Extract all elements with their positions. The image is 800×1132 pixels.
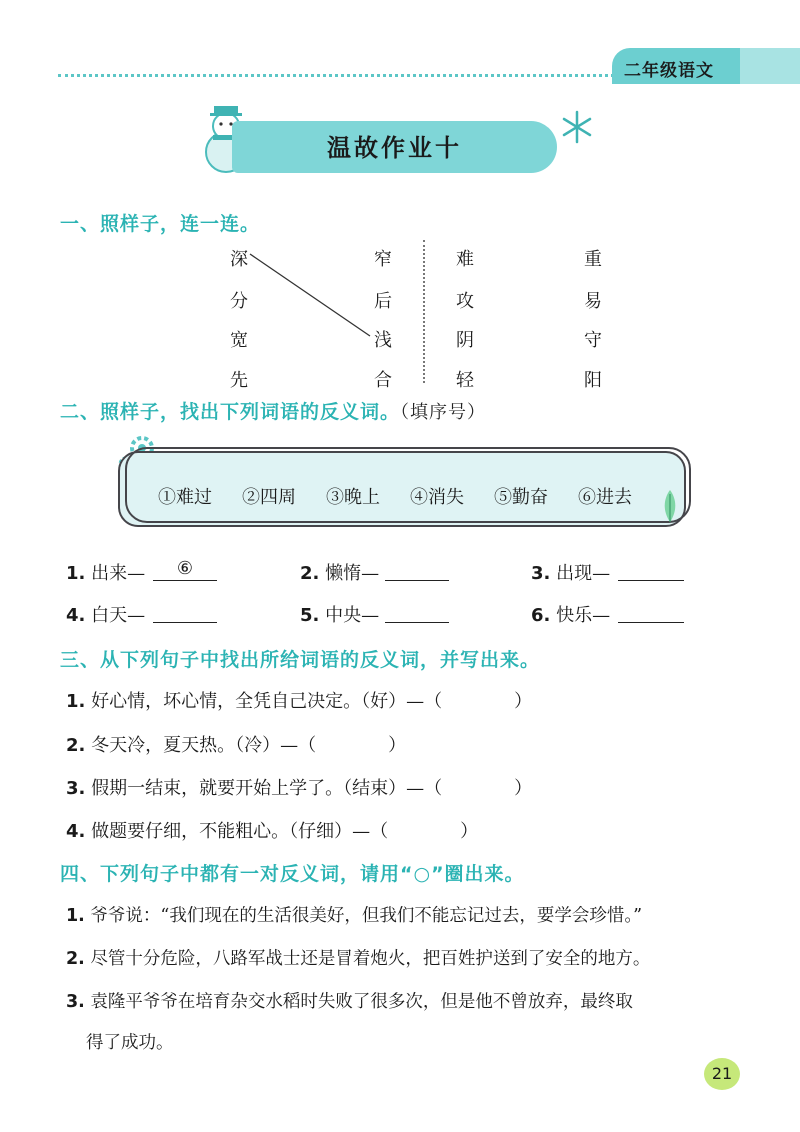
sentence-item: 2. 尽管十分危险，八路军战士还是冒着炮火，把百姓护送到了安全的地方。: [66, 949, 651, 969]
snowflake-icon: [560, 110, 594, 144]
subject-tab-accent: [740, 48, 800, 84]
s1-left-col1-item: 先: [230, 370, 248, 391]
subject-label: 二年级语文: [624, 61, 714, 81]
s1-left-col1-item: 分: [230, 291, 248, 312]
option: ⑥进去: [578, 487, 632, 508]
sentence-item: 1. 好心情，坏心情，全凭自己决定。（好）—（ ）: [66, 691, 533, 712]
option: ④消失: [410, 487, 464, 508]
s1-left-col2-item: 后: [374, 291, 392, 312]
sentence-item: 3. 袁隆平爷爷在培育杂交水稻时失败了很多次，但是他不曾放弃，最终取: [66, 992, 633, 1012]
section1-heading: 一、照样子，连一连。: [60, 213, 261, 235]
s1-left-col2-item: 浅: [374, 330, 392, 351]
sentence-item: 1. 爷爷说：“我们现在的生活很美好，但我们不能忘记过去，要学会珍惜。”: [66, 906, 643, 926]
answer-blank[interactable]: [385, 600, 449, 623]
option: ③晚上: [326, 487, 380, 508]
leaf-icon: [658, 488, 682, 524]
section3-heading: 三、从下列句子中找出所给词语的反义词，并写出来。: [60, 649, 541, 671]
s1-right-col2-item: 守: [584, 330, 602, 351]
column-divider: [423, 240, 425, 383]
sentence-item: 2. 冬天冷，夏天热。（冷）—（ ）: [66, 735, 407, 756]
s1-left-col1-item: 宽: [230, 330, 248, 351]
s1-left-col1-item: 深: [230, 249, 248, 270]
s1-right-col2-item: 易: [584, 291, 602, 312]
answer-blank[interactable]: [618, 600, 684, 623]
s1-left-col2-item: 窄: [374, 249, 392, 270]
example-match-line: [246, 252, 376, 342]
section2-note: （填序号）: [400, 402, 487, 423]
page-title: 温故作业十: [327, 134, 462, 162]
question-item: 6. 快乐—: [531, 605, 611, 626]
option: ②四周: [242, 487, 296, 508]
option: ⑤勤奋: [494, 487, 548, 508]
s1-right-col1-item: 轻: [456, 370, 474, 391]
answer-blank[interactable]: [153, 600, 217, 623]
option: ①难过: [158, 487, 212, 508]
sentence-item: 4. 做题要仔细，不能粗心。（仔细）—（ ）: [66, 821, 479, 842]
s1-right-col2-item: 阳: [584, 370, 602, 391]
answer-blank[interactable]: [385, 558, 449, 581]
section2-heading: 二、照样子，找出下列词语的反义词。（填序号）: [60, 401, 487, 423]
question-item: 1. 出来—: [66, 563, 146, 584]
s1-left-col2-item: 合: [374, 370, 392, 391]
s1-right-col1-item: 阴: [456, 330, 474, 351]
section4-heading: 四、下列句子中都有一对反义词，请用“○”圈出来。: [60, 863, 525, 885]
answer-blank[interactable]: ⑥: [153, 558, 217, 581]
sentence-item: 3. 假期一结束，就要开始上学了。（结束）—（ ）: [66, 778, 533, 799]
question-item: 3. 出现—: [531, 563, 611, 584]
sentence-continuation: 得了成功。: [86, 1033, 174, 1053]
question-item: 4. 白天—: [66, 605, 146, 626]
s1-right-col2-item: 重: [584, 249, 602, 270]
page-number: 21: [704, 1058, 740, 1090]
s1-right-col1-item: 攻: [456, 291, 474, 312]
header-dotted-rule: [58, 74, 614, 77]
question-item: 2. 懒惰—: [300, 563, 380, 584]
s1-right-col1-item: 难: [456, 249, 474, 270]
answer-blank[interactable]: [618, 558, 684, 581]
question-item: 5. 中央—: [300, 605, 380, 626]
